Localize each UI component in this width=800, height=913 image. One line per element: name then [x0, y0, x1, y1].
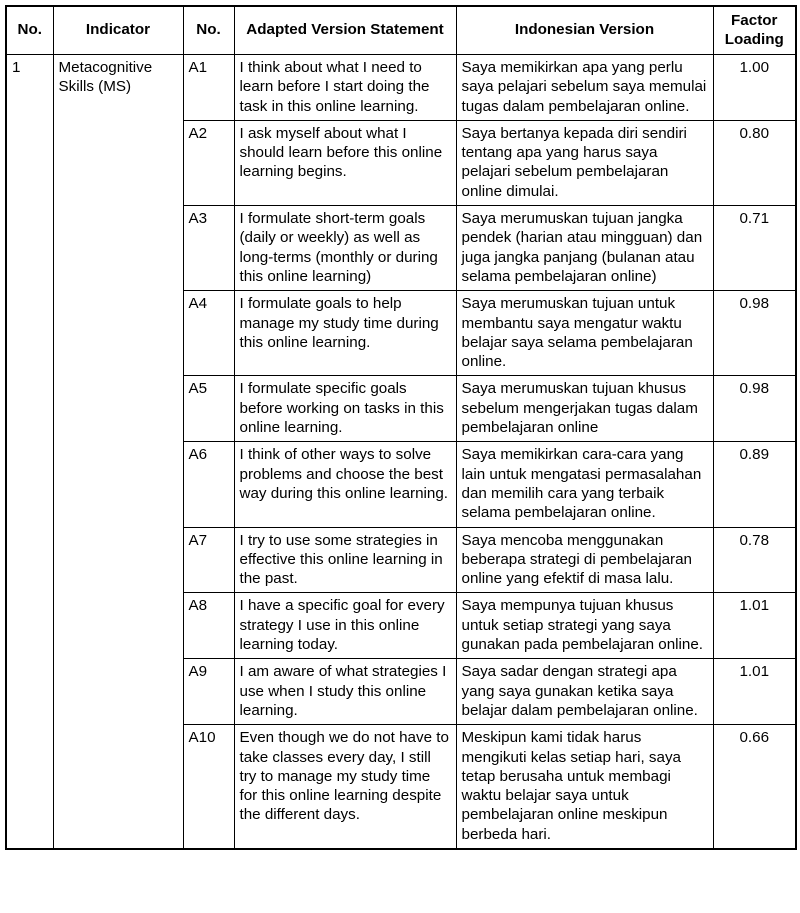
cell-indonesian-statement: Saya mempunya tujuan khusus untuk setiap strategi yang saya gunakan pada pembelajaran online. — [456, 593, 713, 659]
cell-indonesian-statement: Saya merumuskan tujuan khusus sebelum mengerjakan tugas dalam pembelajaran online — [456, 376, 713, 442]
cell-factor-loading: 0.80 — [713, 120, 796, 205]
cell-factor-loading: 1.01 — [713, 659, 796, 725]
cell-factor-loading: 0.98 — [713, 376, 796, 442]
cell-indonesian-statement: Saya bertanya kepada diri sendiri tentang apa yang harus saya pelajari sebelum pembelajaran online dimulai. — [456, 120, 713, 205]
cell-item-no: A7 — [183, 527, 234, 593]
table-header-row — [6, 6, 796, 55]
cell-factor-loading: 0.98 — [713, 291, 796, 376]
cell-item-no: A8 — [183, 593, 234, 659]
cell-factor-loading: 0.78 — [713, 527, 796, 593]
cell-adapted-statement: I formulate short-term goals (daily or weekly) as well as long-terms (monthly or during this online learning) — [234, 206, 456, 291]
cell-item-no: A6 — [183, 442, 234, 527]
cell-item-no: A3 — [183, 206, 234, 291]
cell-indonesian-statement: Saya merumuskan tujuan untuk membantu saya mengatur waktu belajar saya selama pembelajaran online. — [456, 291, 713, 376]
cell-group-indicator: Metacognitive Skills (MS) — [53, 55, 183, 849]
cell-adapted-statement: I have a specific goal for every strategy I use in this online learning today. — [234, 593, 456, 659]
cell-factor-loading: 1.00 — [713, 55, 796, 121]
cell-adapted-statement: I try to use some strategies in effective this online learning in the past. — [234, 527, 456, 593]
cell-item-no: A9 — [183, 659, 234, 725]
cell-indonesian-statement: Saya sadar dengan strategi apa yang saya gunakan ketika saya belajar dalam pembelajaran online. — [456, 659, 713, 725]
cell-indonesian-statement: Saya memikirkan apa yang perlu saya pelajari sebelum saya memulai tugas dalam pembelajaran online. — [456, 55, 713, 121]
cell-adapted-statement: I formulate goals to help manage my study time during this online learning. — [234, 291, 456, 376]
cell-indonesian-statement: Saya merumuskan tujuan jangka pendek (harian atau mingguan) dan juga jangka panjang (bulanan atau selama pembelajaran online) — [456, 206, 713, 291]
cell-adapted-statement: I think about what I need to learn before I start doing the task in this online learning. — [234, 55, 456, 121]
cell-group-no: 1 — [6, 55, 53, 849]
cell-adapted-statement: I am aware of what strategies I use when I study this online learning. — [234, 659, 456, 725]
cell-item-no: A10 — [183, 725, 234, 849]
column-header-indonesian-version: Indonesian Version — [456, 6, 713, 55]
cell-indonesian-statement: Saya mencoba menggunakan beberapa strategi di pembelajaran online yang efektif di masa lalu. — [456, 527, 713, 593]
cell-item-no: A5 — [183, 376, 234, 442]
cell-item-no: A4 — [183, 291, 234, 376]
column-header-adapted-version-statement: Adapted Version Statement — [234, 6, 456, 55]
cell-factor-loading: 1.01 — [713, 593, 796, 659]
column-header-no: No. — [6, 6, 53, 55]
cell-adapted-statement: Even though we do not have to take classes every day, I still try to manage my study time for this online learning despite the different days. — [234, 725, 456, 849]
table-row — [6, 55, 796, 121]
cell-item-no: A2 — [183, 120, 234, 205]
cell-factor-loading: 0.71 — [713, 206, 796, 291]
questionnaire-table — [5, 5, 797, 850]
cell-indonesian-statement: Saya memikirkan cara-cara yang lain untuk mengatasi permasalahan dan memilih cara yang terbaik selama pembelajaran online. — [456, 442, 713, 527]
table-header — [6, 6, 796, 55]
column-header-item-no: No. — [183, 6, 234, 55]
cell-adapted-statement: I think of other ways to solve problems and choose the best way during this online learning. — [234, 442, 456, 527]
table-body — [6, 55, 796, 849]
column-header-indicator: Indicator — [53, 6, 183, 55]
cell-factor-loading: 0.89 — [713, 442, 796, 527]
cell-adapted-statement: I formulate specific goals before working on tasks in this online learning. — [234, 376, 456, 442]
cell-indonesian-statement: Meskipun kami tidak harus mengikuti kelas setiap hari, saya tetap berusaha untuk membagi waktu belajar saya untuk pembelajaran online meskipun berbeda hari. — [456, 725, 713, 849]
cell-item-no: A1 — [183, 55, 234, 121]
cell-factor-loading: 0.66 — [713, 725, 796, 849]
cell-adapted-statement: I ask myself about what I should learn before this online learning begins. — [234, 120, 456, 205]
column-header-factor-loading: Factor Loading — [713, 6, 796, 55]
